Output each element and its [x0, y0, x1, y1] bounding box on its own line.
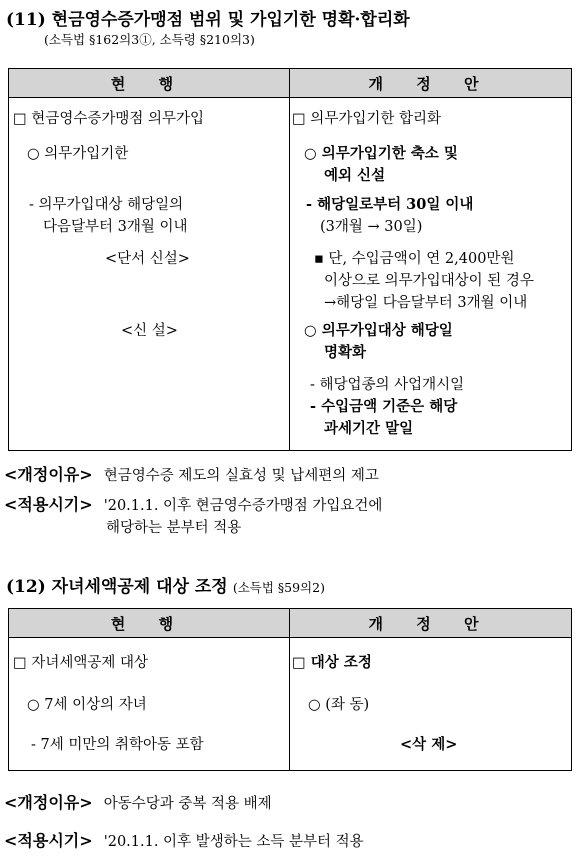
new-proviso-label: <단서 신설> [105, 251, 190, 267]
new-label: <신 설> [121, 323, 178, 339]
section-12-subtitle: (소득법 §59의2) [232, 580, 325, 595]
apply-text: '20.1.1. 이후 발생하는 소득 분부터 적용 [103, 834, 364, 850]
proviso-bullet: ▪ 단, 수입금액이 연 2,400만원 [314, 251, 515, 267]
section-11-reason [4, 462, 379, 485]
proviso-bullet-cont: 이상으로 의무가입대상이 된 경우 [324, 273, 534, 289]
header-current: 현 행 [9, 69, 290, 98]
section-12-title: (12) 자녀세액공제 대상 조정 [6, 577, 228, 597]
apply-label: <적용시기> [4, 831, 93, 850]
proposed-dash-item-2: - 해당업종의 사업개시일 [310, 377, 465, 393]
section-11-title: (11) 현금영수증가맹점 범위 및 가입기한 명확·합리화 [6, 10, 410, 30]
proposed-dash-item: - 해당일로부터 30일 이내 [306, 196, 474, 213]
section-11-table [8, 68, 572, 451]
section-12-apply [4, 828, 364, 851]
current-box-item: □ 현금영수증가맹점 의무가입 [13, 111, 205, 127]
current-dash-item-cont: 다음달부터 3개월 이내 [43, 219, 188, 235]
apply-label: <적용시기> [4, 495, 93, 514]
header-proposed: 개 정 안 [290, 609, 572, 638]
section-11-subtitle: (소득법 §162의3①, 소득령 §210의3) [44, 32, 255, 47]
current-dash-item: - 의무가입대상 해당일의 [29, 197, 184, 213]
current-circle-item: ○ 7세 이상의 자녀 [27, 697, 147, 713]
section-12-table [8, 608, 572, 771]
proviso-bullet-result: →해당일 다음달부터 3개월 이내 [324, 295, 528, 311]
header-current: 현 행 [9, 609, 290, 638]
proposed-box-item: □ 의무가입기한 합리화 [292, 111, 441, 127]
apply-text-cont: 해당하는 분부터 적용 [106, 520, 242, 536]
proposed-circle-item-cont: 예외 신설 [324, 167, 386, 184]
proposed-dash-item-3: - 수입금액 기준은 해당 [310, 398, 458, 415]
proposed-box-item: □ 대상 조정 [292, 654, 372, 671]
apply-text: '20.1.1. 이후 현금영수증가맹점 가입요건에 [103, 498, 383, 514]
reason-text: 현금영수증 제도의 실효성 및 납세편의 제고 [103, 468, 379, 484]
proposed-circle-item: ○ (좌 동) [308, 697, 370, 713]
proposed-dash-item-3-cont: 과세기간 말일 [324, 420, 414, 437]
proposed-circle-item: ○ 의무가입기한 축소 및 [304, 145, 458, 162]
reason-text: 아동수당과 중복 적용 배제 [103, 796, 272, 812]
deleted-label: <삭 제> [400, 736, 458, 753]
section-12-reason [4, 790, 272, 813]
current-circle-item: ○ 의무가입기한 [27, 146, 129, 162]
header-proposed: 개 정 안 [290, 69, 572, 98]
proposed-circle-item-2: ○ 의무가입대상 해당일 [304, 322, 453, 339]
section-12-heading [6, 572, 325, 597]
current-dash-item: - 7세 미만의 취학아동 포함 [31, 737, 204, 753]
proposed-dash-item-cont: (3개월 → 30일) [320, 219, 423, 235]
reason-label: <개정이유> [4, 465, 93, 484]
proposed-circle-item-2-cont: 명확화 [324, 344, 367, 361]
current-box-item: □ 자녀세액공제 대상 [13, 655, 148, 671]
section-11-apply [4, 492, 382, 515]
reason-label: <개정이유> [4, 793, 93, 812]
